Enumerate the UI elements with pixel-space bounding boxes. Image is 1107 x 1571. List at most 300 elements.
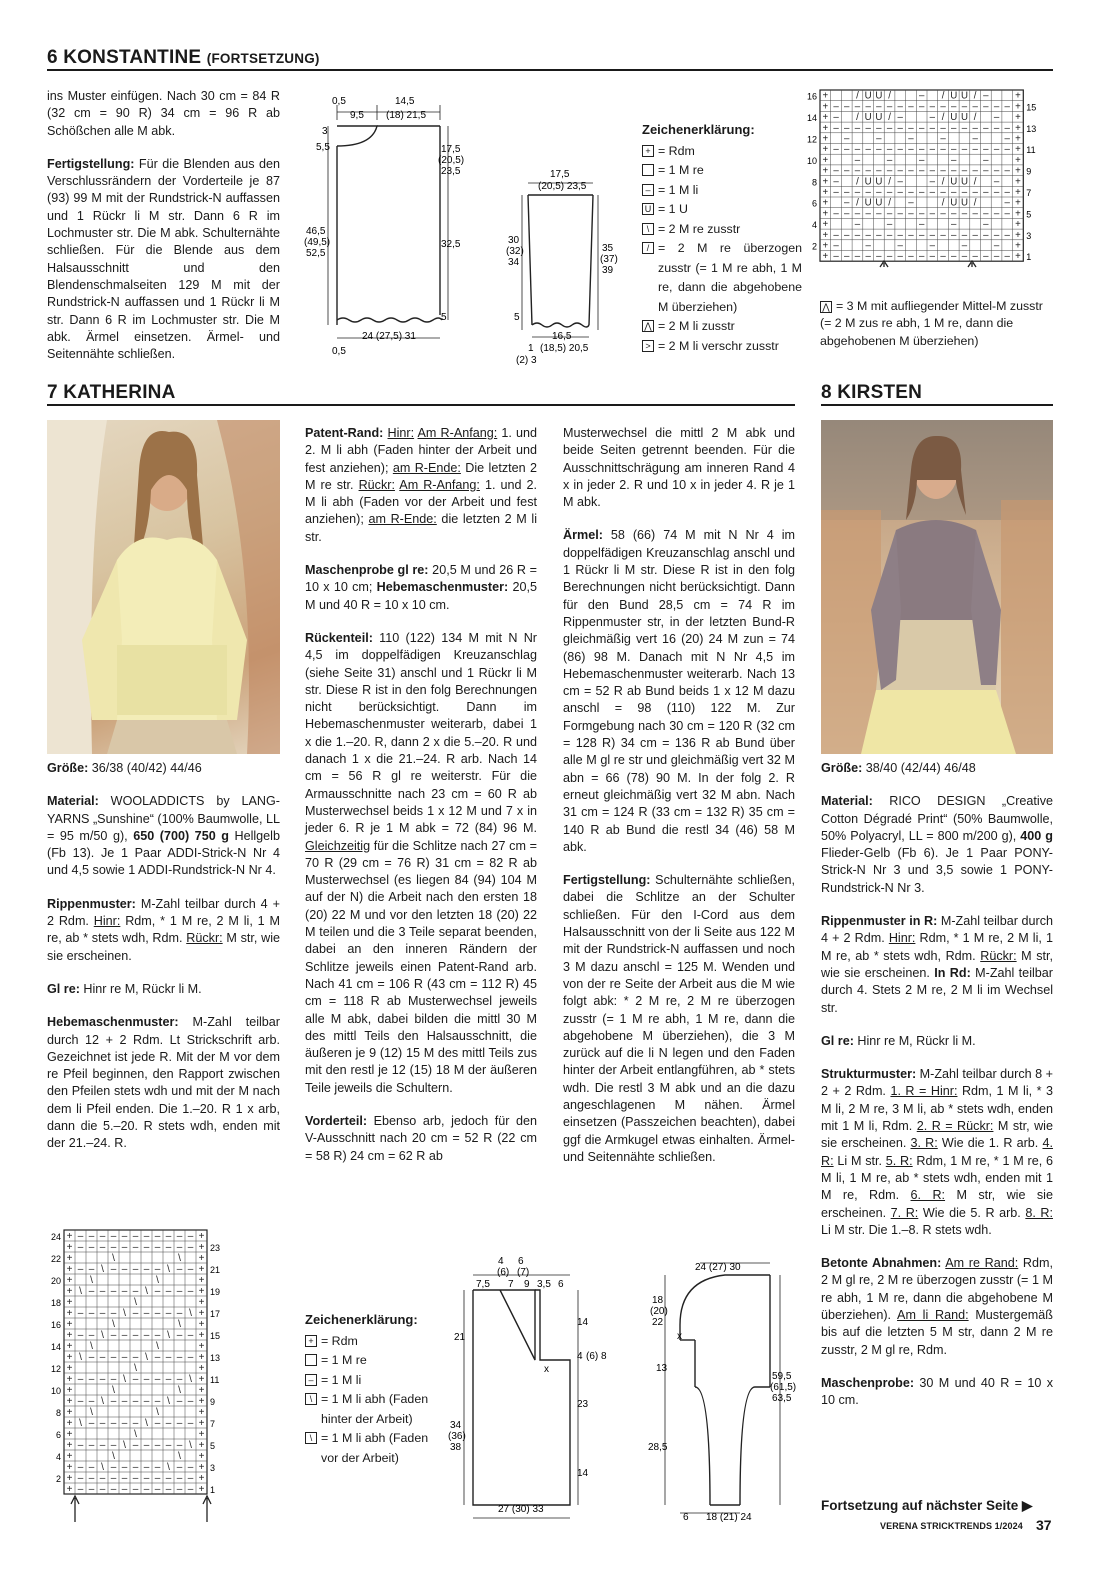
- stitch-symbol: +: [198, 1308, 205, 1319]
- stitch-symbol: +: [198, 1385, 205, 1396]
- stitch-symbol: \: [145, 1418, 148, 1429]
- stitch-symbol: –: [844, 101, 850, 113]
- paragraph: Rückenteil: 110 (122) 134 M mit N Nr 4,5 im doppelfädigen Kreuzanschlag (siehe Seite 31) anschl und 1 Rückr li M str. Diese R ist in den folg Berechnungen nicht berücksichtigt. Dann im Hebemaschenmuster weiterarb, dabei 1 x die 1.–20. R, dann 2 x die 5.–20. R und danach 1 x die 21.–24. R arb. Nach 14 cm = 56 R gl re weiterstr. Für die Armausschnitte nach 23 cm = 60 R ab Musterwechsel beids 1 x 12 M und 7 x in jeder 6. R je 1 M abk = 72 (84) 96 M. Gleichzeitig für die Schlitze nach 27 cm = 70 R (29 cm = 76 R) 31 cm = 82 R ab Musterwechsel (es liegen 84 (94) 104 M auf der N) die Arbeit nach den ersten 18 (20) 22 M und vor den letzten 18 (20) 22 M teilen und die 3 Teile separat beenden, dabei an den inneren Rändern der Schlitze jeweils einen Patent-Rand arb. Nach 41 cm = 106 R (43 cm = 112 R) 45 cm = 118 R ab Musterwechsel jeweils alle M abk, dabei bilden die mittl 30 M des mittl Teils den Halsausschnitt, die äußeren je 9 (12) 15 M des mittl Teils zus mit den restl je 12 (15) 18 M der äußeren Teile jeweils die Schultern.: [305, 630, 537, 1095]
- section-rule: [821, 404, 1053, 406]
- stitch-symbol: –: [99, 1286, 106, 1297]
- paragraph: Fertigstellung: Schulternähte schließen, dabei die Schlitze an der Schulter schließen. Für den I-Cord aus dem Halsausschnitt von der li Seite aus 122 M mit der Rundstrick-N auffassen und noch 3 M dazu anschl = 125 M. Wenden und von der re Seite der Arbeit aus die M wie folgt abk: * 2 M re, 2 M re überzogen zusstr (= 1 M re abh, 1 M re, dann die abgehobene M überziehen), die 3 M zurück auf die li N legen und den Faden hinter der Arbeit entlangführen, ab * stets wdh. Die restl 3 M abk und an die dazu angeschlagenen M nähen. Ärmel einsetzen (Passzeichen beachten), dabei ggf die Armkugel etwas einhalten. Ärmel- und Seitennähte schließen.: [563, 873, 795, 1164]
- stitch-symbol: –: [918, 251, 925, 263]
- konstantine-text: [47, 88, 280, 379]
- stitch-symbol: –: [876, 133, 882, 145]
- section-title-kirsten: 8 KIRSTEN: [821, 382, 923, 403]
- dim-label: 28,5: [648, 1442, 668, 1453]
- legend-item: [642, 181, 802, 201]
- stitch-symbol: –: [143, 1308, 150, 1319]
- dim-label: 6: [518, 1256, 524, 1267]
- stitch-symbol: –: [951, 251, 957, 263]
- stitch-symbol: +: [66, 1396, 73, 1407]
- stitch-symbol: –: [110, 1396, 117, 1407]
- stitch-symbol: –: [1004, 197, 1010, 209]
- dim-label: 46,5: [306, 226, 326, 237]
- stitch-symbol: +: [822, 197, 829, 209]
- stitch-symbol: \: [101, 1330, 104, 1341]
- katherina-col1: [47, 760, 280, 1169]
- stitch-symbol: +: [66, 1286, 73, 1297]
- stitch-symbol: +: [66, 1253, 73, 1264]
- stitch-symbol: –: [154, 1374, 161, 1385]
- stitch-symbol: –: [110, 1242, 117, 1253]
- dim-label: 7: [508, 1279, 514, 1290]
- stitch-symbol: /: [888, 112, 891, 124]
- katherina-col3: [563, 425, 795, 1182]
- katherina-col2: [305, 425, 537, 1181]
- row-number: 7: [210, 1419, 216, 1429]
- legend-item: [305, 1429, 445, 1468]
- dim-label: (37): [600, 254, 618, 265]
- stitch-symbol: /: [941, 90, 945, 102]
- stitch-symbol: –: [918, 219, 925, 231]
- stitch-symbol: –: [961, 165, 968, 177]
- stitch-symbol: –: [951, 101, 957, 113]
- stitch-symbol: –: [88, 1473, 95, 1484]
- legend-item: [642, 337, 802, 357]
- stitch-symbol: +: [198, 1297, 205, 1308]
- stitch-symbol: –: [972, 101, 978, 113]
- stitch-symbol: /: [973, 176, 977, 188]
- stitch-symbol: –: [154, 1440, 161, 1451]
- paragraph: Ärmel: 58 (66) 74 M mit N Nr 4 im doppelfädigen Kreuzanschlag anschl und 1 Rückr li M str. Diese R ist in den folg Berechnungen nicht berücksichtigt. Dann für den Bund 28,5 cm = 74 R im Rippenmuster str, in der letzten Bund-R gleichmäßig vert 16 (20) 24 M zun = 74 (86) 98 M. Danach mit N Nr 4,5 im Hebemaschenmuster weiterarb. Nach 13 cm = 52 R ab Bund beids 1 x 12 M dazu anschl = 98 (110) 122 M. Zur Formgebung nach 30 cm = 120 R (32 cm = 128 R) 34 cm = 136 R ab Bund über alle M gl re str und gleichmäßig vert 32 M abn = 66 (78) 90 M. In der folg 2. R erneut gleichmäßig vert 32 M abn. Nach 31 cm = 124 R (33 cm = 132 R) 35 cm = 140 R ab Bund die restl 34 (46) 58 M abk.: [563, 528, 795, 854]
- stitch-symbol: U: [875, 176, 883, 188]
- dim-label: 13: [656, 1363, 668, 1374]
- paragraph: Maschenprobe: 30 M und 40 R = 10 x 10 cm.: [821, 1375, 1053, 1408]
- stitch-symbol: –: [165, 1286, 172, 1297]
- stitch-symbol: –: [88, 1308, 95, 1319]
- stitch-symbol: –: [132, 1352, 139, 1363]
- stitch-symbol: –: [951, 154, 957, 166]
- stitch-symbol: –: [876, 101, 882, 113]
- paragraph: Musterwechsel die mittl 2 M abk und beide Seiten getrennt beenden. Für die Ausschnittschrägung am inneren Rand 4 x in jeder 2. R und 10 x in jeder 4. R je 1 M abk.: [563, 426, 795, 510]
- stitch-symbol: +: [198, 1363, 205, 1374]
- yarn-over-icon: U: [642, 203, 654, 215]
- stitch-symbol: –: [940, 144, 946, 156]
- dim-label: 52,5: [306, 248, 326, 259]
- stitch-symbol: –: [88, 1231, 95, 1242]
- stitch-symbol: –: [940, 187, 946, 198]
- stitch-symbol: –: [983, 187, 989, 198]
- stitch-symbol: –: [187, 1231, 194, 1242]
- stitch-symbol: +: [66, 1275, 73, 1286]
- stitch-symbol: –: [983, 90, 989, 102]
- dim-label: 14: [577, 1317, 589, 1328]
- legend-item: [305, 1390, 445, 1429]
- stitch-symbol: +: [822, 251, 829, 263]
- stitch-symbol: –: [1004, 229, 1010, 241]
- stitch-symbol: –: [993, 240, 1000, 252]
- stitch-symbol: –: [993, 165, 1000, 177]
- stitch-symbol: –: [88, 1264, 95, 1275]
- row-number: 8: [55, 1408, 61, 1418]
- stitch-symbol: \: [156, 1275, 159, 1286]
- katherina-sleeve-schematic: [640, 1255, 810, 1525]
- skpo-icon: /: [642, 242, 654, 254]
- row-number: 13: [210, 1353, 221, 1363]
- stitch-symbol: –: [187, 1462, 194, 1473]
- dim-label: (36): [448, 1431, 466, 1442]
- stitch-symbol: –: [972, 251, 978, 263]
- stitch-symbol: +: [198, 1374, 205, 1385]
- stitch-symbol: –: [154, 1242, 161, 1253]
- stitch-symbol: –: [983, 101, 989, 113]
- dim-label: 21: [454, 1332, 466, 1343]
- stitch-symbol: /: [856, 197, 859, 209]
- stitch-symbol: –: [854, 187, 861, 198]
- stitch-symbol: –: [983, 165, 989, 177]
- section-rule: [47, 69, 1053, 71]
- paragraph: Größe: 38/40 (42/44) 46/48: [821, 761, 976, 775]
- stitch-symbol: –: [854, 219, 861, 231]
- stitch-symbol: –: [110, 1440, 117, 1451]
- stitch-symbol: /: [941, 112, 945, 124]
- stitch-symbol: \: [167, 1396, 170, 1407]
- row-number: 7: [1026, 188, 1032, 198]
- stitch-symbol: –: [165, 1308, 172, 1319]
- stitch-symbol: –: [929, 122, 936, 134]
- stitch-symbol: –: [961, 240, 968, 252]
- stitch-symbol: \: [101, 1264, 104, 1275]
- stitch-symbol: –: [972, 133, 978, 145]
- dim-label: (7): [517, 1267, 530, 1278]
- dim-label: 32,5: [441, 239, 461, 250]
- stitch-symbol: –: [908, 122, 914, 134]
- row-number: 15: [210, 1331, 221, 1341]
- stitch-symbol: –: [77, 1308, 84, 1319]
- legend-text: = 2 M re überzogen zusstr (= 1 M re abh, 1 M re, dann die abgehobene M überziehen): [658, 241, 802, 314]
- row-number: 1: [210, 1485, 216, 1495]
- stitch-symbol: /: [973, 197, 977, 209]
- paragraph: Vorderteil: Ebenso arb, jedoch für den V-Ausschnitt nach 20 cm = 52 R (22 cm = 58 R) 24 cm = 62 R ab: [305, 1113, 537, 1163]
- stitch-symbol: –: [165, 1374, 172, 1385]
- stitch-symbol: –: [88, 1242, 95, 1253]
- stitch-symbol: –: [897, 251, 903, 263]
- stitch-symbol: +: [66, 1440, 73, 1451]
- stitch-symbol: /: [856, 112, 859, 124]
- stitch-symbol: –: [143, 1264, 150, 1275]
- stitch-symbol: –: [77, 1330, 84, 1341]
- section-title-konstantine: [47, 47, 320, 69]
- row-number: 8: [811, 177, 817, 188]
- stitch-symbol: –: [88, 1418, 95, 1429]
- stitch-symbol: –: [854, 144, 861, 156]
- row-number: 17: [210, 1309, 221, 1319]
- stitch-symbol: –: [886, 144, 893, 156]
- row-number: 9: [1026, 166, 1032, 177]
- row-number: 11: [1026, 145, 1036, 156]
- stitch-symbol: U: [960, 90, 968, 102]
- stitch-symbol: –: [833, 144, 839, 156]
- stitch-symbol: \: [90, 1341, 93, 1352]
- stitch-symbol: –: [176, 1462, 183, 1473]
- dim-label: 7,5: [476, 1279, 490, 1290]
- stitch-symbol: \: [123, 1440, 126, 1451]
- stitch-symbol: –: [187, 1330, 194, 1341]
- dim-label: (49,5): [304, 237, 331, 248]
- stitch-symbol: +: [66, 1231, 73, 1242]
- stitch-symbol: /: [888, 197, 891, 209]
- stitch-symbol: –: [897, 187, 903, 198]
- stitch-symbol: +: [198, 1440, 205, 1451]
- row-number: 4: [811, 220, 817, 231]
- stitch-symbol: –: [897, 112, 903, 124]
- legend-text: = Rdm: [658, 143, 695, 158]
- stitch-symbol: +: [66, 1330, 73, 1341]
- stitch-symbol: +: [1015, 154, 1021, 166]
- stitch-symbol: +: [198, 1330, 205, 1341]
- dim-label: 22: [652, 1317, 664, 1328]
- paragraph: Rippenmuster in R: M-Zahl teilbar durch 4 + 2 Rdm. Hinr: Rdm, * 1 M re, 2 M li, 1 M re, ab * stets wdh, Rdm. Rückr: M str, wie sie erscheinen. In Rd: M-Zahl teilbar durch 4. Stets 2 M re, 2 M li im Wechsel str.: [821, 914, 1053, 1015]
- stitch-symbol: –: [1004, 165, 1010, 177]
- stitch-symbol: \: [178, 1385, 181, 1396]
- stitch-symbol: +: [1015, 229, 1021, 241]
- stitch-symbol: +: [198, 1286, 205, 1297]
- stitch-symbol: +: [198, 1429, 205, 1440]
- stitch-symbol: –: [908, 208, 914, 220]
- stitch-symbol: \: [167, 1264, 170, 1275]
- dim-label: (2) 3: [516, 355, 537, 366]
- dim-label: 34: [450, 1420, 462, 1431]
- stitch-symbol: –: [1004, 133, 1010, 145]
- stitch-symbol: –: [110, 1484, 117, 1495]
- stitch-symbol: –: [897, 176, 903, 188]
- stitch-symbol: –: [983, 219, 989, 231]
- stitch-symbol: –: [983, 122, 989, 134]
- stitch-symbol: –: [165, 1484, 172, 1495]
- stitch-symbol: –: [154, 1286, 161, 1297]
- stitch-symbol: –: [77, 1484, 84, 1495]
- stitch-symbol: –: [121, 1352, 128, 1363]
- row-number: 4: [55, 1452, 61, 1462]
- stitch-symbol: –: [176, 1440, 183, 1451]
- stitch-symbol: /: [941, 197, 945, 209]
- stitch-symbol: –: [99, 1374, 106, 1385]
- p2tog-tbl-icon: >: [642, 340, 654, 352]
- stitch-symbol: +: [66, 1264, 73, 1275]
- stitch-symbol: –: [1004, 187, 1010, 198]
- stitch-symbol: –: [88, 1352, 95, 1363]
- dim-label: 6: [683, 1512, 689, 1523]
- stitch-symbol: \: [178, 1253, 181, 1264]
- stitch-symbol: –: [176, 1330, 183, 1341]
- stitch-symbol: –: [908, 197, 914, 209]
- double-decrease-icon: ⋀: [820, 301, 832, 313]
- stitch-symbol: –: [854, 101, 861, 113]
- dim-label: 0,5: [332, 346, 346, 357]
- dim-label: 5,5: [316, 142, 330, 153]
- stitch-symbol: +: [822, 101, 829, 113]
- stitch-symbol: /: [856, 176, 859, 188]
- legend-item: [642, 200, 802, 220]
- stitch-symbol: U: [960, 112, 968, 124]
- dim-label: 14: [577, 1468, 589, 1479]
- stitch-symbol: –: [844, 208, 850, 220]
- stitch-symbol: –: [110, 1462, 117, 1473]
- stitch-symbol: –: [176, 1242, 183, 1253]
- row-number: 5: [210, 1441, 216, 1451]
- stitch-symbol: –: [865, 251, 871, 263]
- legend-title: Zeichenerklärung:: [305, 1312, 418, 1327]
- row-number: 14: [806, 113, 817, 124]
- row-number: 14: [50, 1342, 61, 1352]
- dim-label: (20,5): [438, 155, 465, 166]
- stitch-symbol: –: [993, 122, 1000, 134]
- dim-label: (32): [506, 246, 524, 257]
- stitch-symbol: +: [198, 1473, 205, 1484]
- legend-item: [642, 142, 802, 162]
- stitch-symbol: –: [99, 1440, 106, 1451]
- stitch-symbol: –: [187, 1242, 194, 1253]
- stitch-symbol: –: [121, 1264, 128, 1275]
- stitch-symbol: –: [176, 1231, 183, 1242]
- stitch-symbol: \: [112, 1253, 115, 1264]
- dim-label: 17,5: [441, 144, 461, 155]
- paragraph: Größe: 36/38 (40/42) 44/46: [47, 761, 202, 775]
- stitch-symbol: –: [121, 1396, 128, 1407]
- stitch-symbol: \: [112, 1385, 115, 1396]
- stitch-symbol: –: [176, 1352, 183, 1363]
- stitch-symbol: –: [865, 165, 871, 177]
- stitch-symbol: –: [918, 208, 925, 220]
- stitch-symbol: –: [961, 122, 968, 134]
- stitch-symbol: +: [66, 1319, 73, 1330]
- stitch-symbol: –: [844, 251, 850, 263]
- stitch-symbol: –: [886, 219, 893, 231]
- stitch-symbol: –: [854, 122, 861, 134]
- dim-label: (20): [650, 1306, 668, 1317]
- stitch-symbol: –: [176, 1308, 183, 1319]
- stitch-symbol: –: [865, 208, 871, 220]
- stitch-symbol: –: [940, 208, 946, 220]
- stitch-symbol: –: [908, 101, 914, 113]
- row-number: 10: [50, 1386, 61, 1396]
- legend-text: = 2 M li verschr zusstr: [658, 338, 779, 353]
- stitch-symbol: –: [88, 1484, 95, 1495]
- legend-text: = 1 M re: [321, 1353, 367, 1367]
- slip-wyif-icon: \: [305, 1432, 317, 1444]
- stitch-symbol: –: [844, 187, 850, 198]
- stitch-symbol: \: [189, 1308, 192, 1319]
- stitch-symbol: /: [888, 176, 891, 188]
- row-number: 5: [1026, 209, 1032, 220]
- stitch-symbol: +: [1015, 112, 1021, 124]
- konstantine-legend: [642, 120, 802, 356]
- stitch-symbol: +: [198, 1451, 205, 1462]
- stitch-symbol: –: [961, 208, 968, 220]
- stitch-symbol: –: [972, 187, 978, 198]
- stitch-symbol: –: [993, 144, 1000, 156]
- stitch-symbol: –: [897, 208, 903, 220]
- stitch-symbol: +: [66, 1341, 73, 1352]
- stitch-symbol: –: [993, 101, 1000, 113]
- stitch-symbol: U: [864, 90, 872, 102]
- stitch-symbol: –: [897, 229, 903, 241]
- paragraph: Material: WOOLADDICTS by LANGYARNS „Sunshine“ (100% Baumwolle, LL = 95 m/50 g), 650 (700) 750 g Hellgelb (Fb 13). Je 1 Paar ADDI-Strick-N Nr 4 und 4,5 sowie 1 ADDI-Rundstrick-N Nr 4.: [47, 794, 280, 878]
- stitch-symbol: –: [132, 1231, 139, 1242]
- stitch-symbol: +: [198, 1275, 205, 1286]
- stitch-symbol: +: [1015, 90, 1021, 102]
- stitch-symbol: +: [198, 1341, 205, 1352]
- stitch-symbol: \: [112, 1319, 115, 1330]
- row-number: 15: [1026, 102, 1037, 113]
- row-number: 3: [210, 1463, 216, 1473]
- stitch-symbol: –: [951, 229, 957, 241]
- stitch-symbol: \: [167, 1462, 170, 1473]
- stitch-symbol: +: [822, 240, 829, 252]
- stitch-symbol: +: [1015, 197, 1021, 209]
- dim-label: (20,5) 23,5: [538, 181, 587, 192]
- row-number: 23: [210, 1243, 221, 1253]
- stitch-symbol: +: [822, 176, 829, 188]
- paragraph: Gl re: Hinr re M, Rückr li M.: [47, 981, 202, 996]
- kirsten-col: [821, 760, 1053, 1426]
- stitch-symbol: –: [132, 1286, 139, 1297]
- katherina-legend: [305, 1310, 445, 1468]
- stitch-symbol: –: [176, 1418, 183, 1429]
- footer-magazine: VERENA STRICKTRENDS 1/2024: [880, 1521, 1023, 1531]
- paragraph: Hebemaschenmuster: M-Zahl teilbar durch 12 + 2 Rdm. Lt Strickschrift arb. Gezeichnet ist jede R. Mit der M vor dem re Pfeil beginnen, den Rapport zwischen den Pfeilen stets wdh und mit der M nach dem li Pfeil enden. Die 1.–20. R 1 x arb, dann die 5.–20. R stets wdh, enden mit der 21.–24. R.: [47, 1015, 280, 1151]
- stitch-symbol: /: [973, 112, 977, 124]
- legend-item: [642, 317, 802, 337]
- stitch-symbol: –: [110, 1264, 117, 1275]
- arrow-up-icon: [71, 1496, 79, 1522]
- stitch-symbol: –: [865, 144, 871, 156]
- dim-label: 18: [652, 1295, 664, 1306]
- stitch-symbol: /: [856, 90, 859, 102]
- dim-label: 17,5: [550, 169, 570, 180]
- stitch-symbol: –: [1004, 122, 1010, 134]
- stitch-symbol: –: [121, 1418, 128, 1429]
- dim-label: 4: [577, 1351, 583, 1362]
- stitch-symbol: –: [940, 229, 946, 241]
- stitch-symbol: +: [1015, 240, 1021, 252]
- stitch-symbol: –: [897, 101, 903, 113]
- stitch-symbol: –: [88, 1440, 95, 1451]
- paragraph: Maschenprobe gl re: 20,5 M und 26 R = 10 x 10 cm; Hebemaschenmuster: 20,5 M und 40 R = 10 x 10 cm.: [305, 563, 538, 612]
- stitch-symbol: \: [134, 1297, 137, 1308]
- stitch-symbol: –: [99, 1242, 106, 1253]
- dim-label: 63,5: [772, 1393, 792, 1404]
- stitch-symbol: –: [154, 1308, 161, 1319]
- row-number: 16: [50, 1320, 61, 1330]
- stitch-symbol: –: [993, 176, 1000, 188]
- stitch-symbol: –: [154, 1330, 161, 1341]
- purl-stitch-icon: –: [305, 1374, 317, 1386]
- row-number: 20: [50, 1276, 61, 1286]
- stitch-symbol: \: [112, 1451, 115, 1462]
- stitch-symbol: \: [79, 1352, 82, 1363]
- stitch-symbol: –: [844, 122, 850, 134]
- section-title-text: 6 KONSTANTINE: [47, 47, 202, 68]
- stitch-symbol: –: [132, 1418, 139, 1429]
- stitch-symbol: +: [822, 187, 829, 198]
- stitch-symbol: –: [154, 1473, 161, 1484]
- row-number: 9: [210, 1397, 216, 1407]
- stitch-symbol: –: [833, 208, 839, 220]
- stitch-symbol: \: [189, 1374, 192, 1385]
- dim-label: (18) 21,5: [386, 110, 427, 121]
- stitch-symbol: \: [123, 1374, 126, 1385]
- stitch-symbol: +: [198, 1253, 205, 1264]
- legend-text: = 1 M li abh (Faden hinter der Arbeit): [321, 1392, 429, 1426]
- stitch-symbol: –: [918, 165, 925, 177]
- stitch-symbol: –: [983, 229, 989, 241]
